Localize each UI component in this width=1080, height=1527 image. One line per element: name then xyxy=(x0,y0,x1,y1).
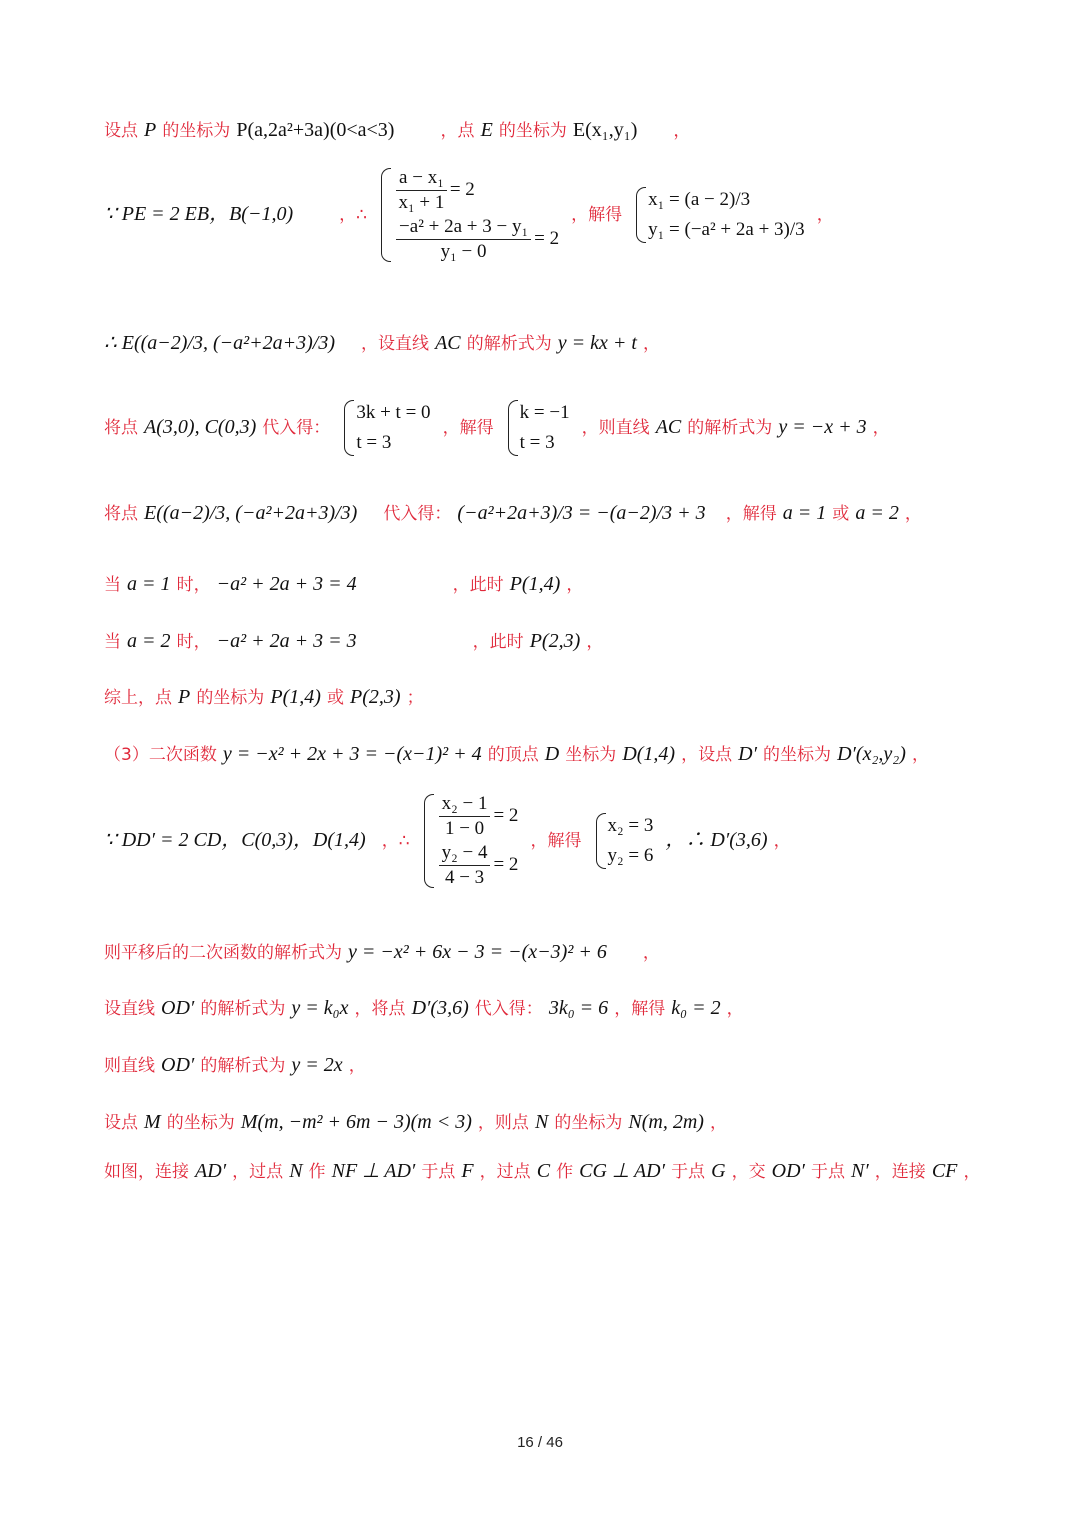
text: 作 xyxy=(556,1162,574,1182)
text: 将点 xyxy=(104,504,138,524)
text: 综上，点 xyxy=(104,688,172,708)
line-3 xyxy=(104,331,660,356)
math: y = −x² + 2x + 3 = −(x−1)² + 4 xyxy=(222,743,482,765)
equation-row xyxy=(436,792,519,841)
text: ； xyxy=(406,688,424,708)
rhs: = 2 xyxy=(449,178,475,200)
text: ， xyxy=(348,1056,366,1076)
text: 坐标为 xyxy=(565,745,617,765)
text: ，连接 xyxy=(874,1162,926,1182)
math: (−a²+2a+3)/3 = −(a−2)/3 + 3 xyxy=(457,502,706,524)
fraction xyxy=(396,166,447,215)
text: ，解得 xyxy=(725,504,777,524)
text: 设点 xyxy=(104,121,138,141)
math: M(m, −m² + 6m − 3)(m < 3) xyxy=(240,1111,472,1133)
text: ， xyxy=(586,632,604,652)
line-7 xyxy=(104,629,603,654)
math: D′ xyxy=(738,743,757,765)
math: E xyxy=(480,119,493,141)
equation-system xyxy=(422,792,519,890)
text: ，此时 xyxy=(452,575,504,595)
denominator: 4 − 3 xyxy=(444,867,485,888)
page-number: 16 / 46 xyxy=(517,1434,563,1451)
text: ，交 xyxy=(731,1162,766,1182)
rhs: = 2 xyxy=(493,853,519,875)
math: P(a,2a²+3a)(0<a<3) xyxy=(236,119,395,141)
numerator: a − x₁ xyxy=(396,166,447,191)
text: ， xyxy=(642,334,660,354)
text: 时， xyxy=(176,575,211,595)
text: 的解析式为 xyxy=(466,334,552,354)
text: ，解得 xyxy=(530,831,582,851)
text: ，∴ xyxy=(381,831,410,851)
text: 代入得： xyxy=(383,504,452,524)
solution-row: y₂ = 6 xyxy=(607,845,654,866)
text: 的解析式为 xyxy=(200,999,286,1019)
text: ，过点 xyxy=(479,1162,531,1182)
math: a = 2 xyxy=(855,502,899,524)
text: （3）二次函数 xyxy=(104,745,217,765)
math: P xyxy=(144,119,157,141)
math: y = kx + t xyxy=(557,332,637,354)
math: −a² + 2a + 3 = 4 xyxy=(216,573,357,595)
text: ，解得 xyxy=(442,418,494,438)
math: D xyxy=(544,743,560,765)
line-12 xyxy=(104,996,744,1021)
math: F xyxy=(461,1160,474,1182)
text: ， xyxy=(726,999,744,1019)
line-14 xyxy=(104,1110,727,1135)
rhs: = 2 xyxy=(493,804,519,826)
equation-row xyxy=(393,215,559,264)
text: 代入得： xyxy=(262,418,331,438)
numerator: −a² + 2a + 3 − y₁ xyxy=(396,215,531,240)
line-5 xyxy=(104,501,922,526)
fraction xyxy=(439,792,491,841)
text: 当 xyxy=(104,632,121,652)
math: P(2,3) xyxy=(350,686,401,708)
math: C xyxy=(536,1160,551,1182)
numerator: x₂ − 1 xyxy=(439,792,491,817)
line-11 xyxy=(104,940,660,965)
math: P(1,4) xyxy=(509,573,561,595)
line-1 xyxy=(104,118,690,143)
math: P(2,3) xyxy=(529,630,581,652)
text: ，过点 xyxy=(232,1162,284,1182)
solution-row: x₂ = 3 xyxy=(607,815,654,836)
text: 的顶点 xyxy=(487,745,539,765)
text: ， xyxy=(963,1162,981,1182)
text: 设点 xyxy=(104,1113,138,1133)
text: 的坐标为 xyxy=(196,688,265,708)
text: ，设直线 xyxy=(361,334,430,354)
text: ，∴ xyxy=(339,205,367,225)
text: 如图，连接 xyxy=(104,1162,189,1182)
math: OD′ xyxy=(771,1160,805,1182)
text: 的坐标为 xyxy=(162,121,231,141)
math: AC xyxy=(435,332,461,354)
text: ， xyxy=(872,418,890,438)
equation-system xyxy=(342,398,430,458)
solution-system xyxy=(634,185,804,245)
text: 于点 xyxy=(671,1162,706,1182)
math: a = 1 xyxy=(127,573,171,595)
math: OD′ xyxy=(161,997,195,1019)
math: y = k₀x xyxy=(291,997,349,1019)
math: P(1,4) xyxy=(270,686,321,708)
line-2 xyxy=(104,166,834,264)
text: 时， xyxy=(176,632,211,652)
line-9 xyxy=(104,742,929,767)
math: −a² + 2a + 3 = 3 xyxy=(216,630,357,652)
text: ，则直线 xyxy=(581,418,650,438)
math: M xyxy=(144,1111,161,1133)
math: AD′ xyxy=(195,1160,227,1182)
text: 将点 xyxy=(104,418,138,438)
math: G xyxy=(711,1160,726,1182)
line-10 xyxy=(104,792,791,890)
math: N xyxy=(534,1111,549,1133)
text: ，将点 xyxy=(354,999,406,1019)
solution-row: y₁ = (−a² + 2a + 3)/3 xyxy=(648,219,805,240)
text: ， xyxy=(642,943,660,963)
text: ， xyxy=(904,504,922,524)
math: y = −x + 3 xyxy=(778,416,867,438)
text: 的解析式为 xyxy=(200,1056,286,1076)
text: 代入得： xyxy=(474,999,543,1019)
solution-row: k = −1 xyxy=(519,402,570,423)
math: D′(x₂,y₂) xyxy=(837,743,906,765)
denominator: x₁ + 1 xyxy=(398,192,445,213)
equation-row: t = 3 xyxy=(356,432,392,453)
math: ，∴ D′(3,6) xyxy=(665,829,768,851)
text: 于点 xyxy=(421,1162,456,1182)
text: 则直线 xyxy=(104,1056,155,1076)
math: ∵ PE = 2 EB，B(−1,0) xyxy=(104,203,294,225)
solution-system xyxy=(594,811,654,871)
text: ，设点 xyxy=(681,745,733,765)
math: 3k₀ = 6 xyxy=(548,997,609,1019)
math: ∴ E((a−2)/3, (−a²+2a+3)/3) xyxy=(104,332,335,354)
math: a = 1 xyxy=(782,502,827,524)
fraction xyxy=(439,841,491,890)
math: E(x₁,y₁) xyxy=(572,119,638,141)
text: 的坐标为 xyxy=(554,1113,623,1133)
math: A(3,0), C(0,3) xyxy=(144,416,257,438)
text: ， xyxy=(566,575,584,595)
line-6 xyxy=(104,572,583,597)
text: ， xyxy=(816,205,834,225)
math: y = 2x xyxy=(291,1054,343,1076)
math: N(m, 2m) xyxy=(628,1111,704,1133)
math: E((a−2)/3, (−a²+2a+3)/3) xyxy=(144,502,358,524)
text: 设直线 xyxy=(104,999,155,1019)
text: 于点 xyxy=(810,1162,845,1182)
math: P xyxy=(178,686,191,708)
math: ∵ DD′ = 2 CD，C(0,3)，D(1,4) xyxy=(104,829,366,851)
text: 作 xyxy=(308,1162,326,1182)
text: ， xyxy=(773,831,791,851)
math: D′(3,6) xyxy=(411,997,469,1019)
math: y = −x² + 6x − 3 = −(x−3)² + 6 xyxy=(348,941,607,963)
solution-row: t = 3 xyxy=(519,432,555,453)
math: N′ xyxy=(851,1160,869,1182)
text: ，解得 xyxy=(614,999,666,1019)
line-13 xyxy=(104,1053,366,1078)
math: NF ⊥ AD′ xyxy=(331,1160,416,1182)
math: OD′ xyxy=(161,1054,195,1076)
math: CF xyxy=(931,1160,958,1182)
equation-row xyxy=(393,166,559,215)
text: 或 xyxy=(832,504,850,524)
denominator: 1 − 0 xyxy=(444,818,485,839)
line-8 xyxy=(104,685,424,710)
text: 的坐标为 xyxy=(763,745,832,765)
math: k₀ = 2 xyxy=(671,997,721,1019)
equation-row: 3k + t = 0 xyxy=(356,402,431,423)
text: 或 xyxy=(326,688,344,708)
text: ，此时 xyxy=(472,632,524,652)
text: ，解得 xyxy=(571,205,623,225)
math: D(1,4) xyxy=(622,743,676,765)
equation-system xyxy=(379,166,559,264)
rhs: = 2 xyxy=(534,227,560,249)
text: 的坐标为 xyxy=(498,121,567,141)
math: AC xyxy=(655,416,682,438)
text: ， xyxy=(911,745,929,765)
text: 的坐标为 xyxy=(166,1113,235,1133)
denominator: y₁ − 0 xyxy=(440,241,487,262)
text: ， xyxy=(710,1113,727,1133)
solution-system xyxy=(506,398,570,458)
line-15 xyxy=(104,1159,980,1184)
math: a = 2 xyxy=(127,630,171,652)
text: 的解析式为 xyxy=(687,418,773,438)
math: N xyxy=(289,1160,303,1182)
solution-row: x₁ = (a − 2)/3 xyxy=(648,189,751,210)
line-4 xyxy=(104,398,890,458)
math: CG ⊥ AD′ xyxy=(579,1160,666,1182)
text: ， xyxy=(673,121,691,141)
fraction xyxy=(396,215,531,264)
numerator: y₂ − 4 xyxy=(439,841,491,866)
text: 则平移后的二次函数的解析式为 xyxy=(104,943,342,963)
equation-row xyxy=(436,841,519,890)
text: ，则点 xyxy=(477,1113,529,1133)
text: ，点 xyxy=(440,121,475,141)
text: 当 xyxy=(104,575,121,595)
